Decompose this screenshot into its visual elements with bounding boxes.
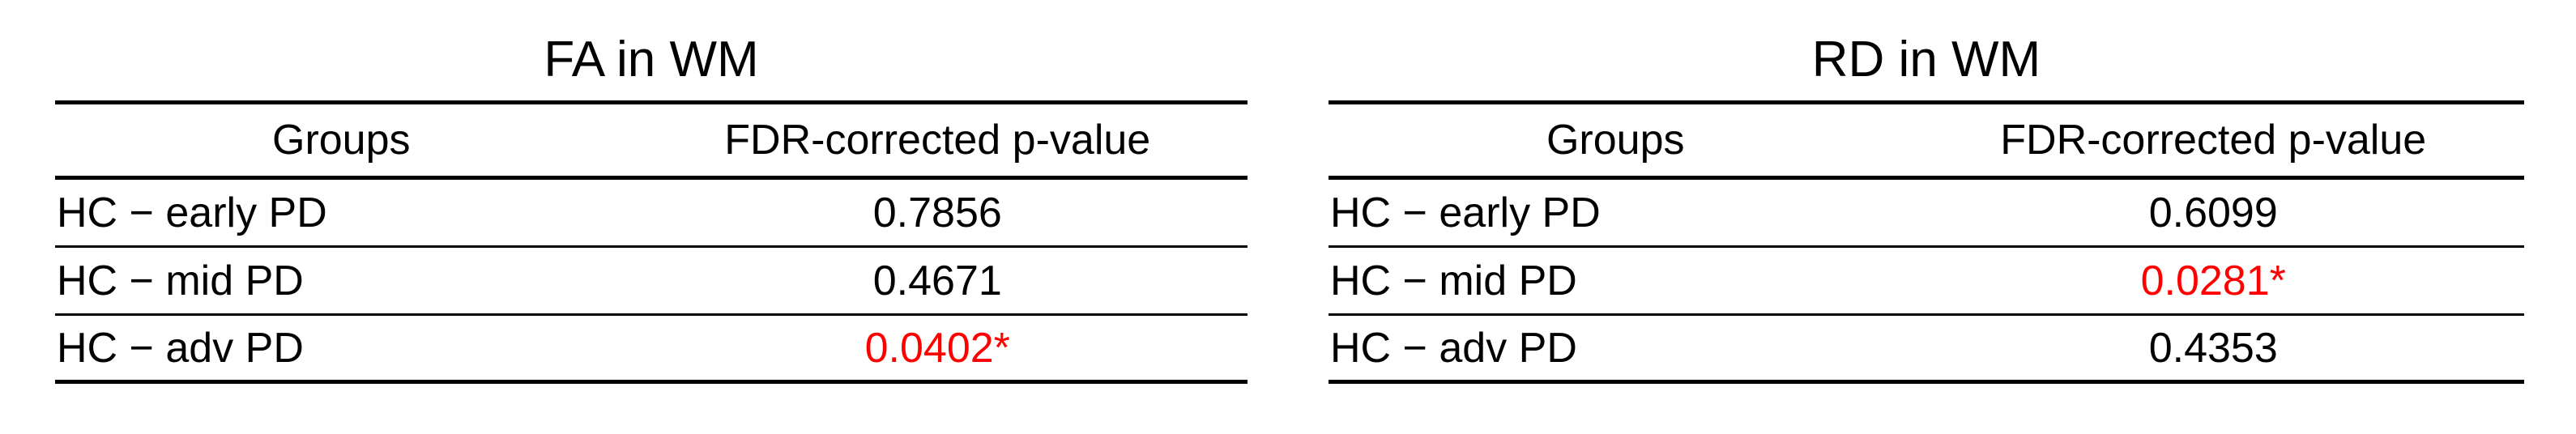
group-cell: HC − early PD bbox=[57, 189, 327, 236]
pvalue-cell: 0.4353 bbox=[2148, 324, 2278, 372]
table-row bbox=[55, 316, 1247, 384]
pvalue-cell: 0.6099 bbox=[2148, 189, 2278, 236]
table-title: RD in WM bbox=[1811, 32, 2041, 87]
groups-column-header: Groups bbox=[272, 117, 411, 164]
table-title: FA in WM bbox=[544, 32, 759, 87]
table-row bbox=[55, 180, 1247, 248]
table-row bbox=[55, 248, 1247, 316]
pvalue-cell: 0.4671 bbox=[872, 257, 1002, 304]
table-row bbox=[1329, 248, 2524, 316]
group-cell: HC − adv PD bbox=[1330, 324, 1577, 372]
pvalue-column-header: FDR-corrected p-value bbox=[2000, 117, 2427, 164]
pvalue-cell-significant: 0.0402* bbox=[864, 324, 1010, 372]
group-cell: HC − adv PD bbox=[57, 324, 304, 372]
fa-results-table bbox=[55, 100, 1247, 384]
group-cell: HC − mid PD bbox=[57, 257, 304, 304]
rd-results-table bbox=[1329, 100, 2524, 384]
table-header-row bbox=[55, 100, 1247, 180]
table-row bbox=[1329, 316, 2524, 384]
group-cell: HC − mid PD bbox=[1330, 257, 1577, 304]
group-cell: HC − early PD bbox=[1330, 189, 1601, 236]
pvalue-column-header: FDR-corrected p-value bbox=[724, 117, 1151, 164]
pvalue-cell: 0.7856 bbox=[872, 189, 1002, 236]
pvalue-cell-significant: 0.0281* bbox=[2140, 257, 2286, 304]
groups-column-header: Groups bbox=[1546, 117, 1685, 164]
table-row bbox=[1329, 180, 2524, 248]
table-header-row bbox=[1329, 100, 2524, 180]
